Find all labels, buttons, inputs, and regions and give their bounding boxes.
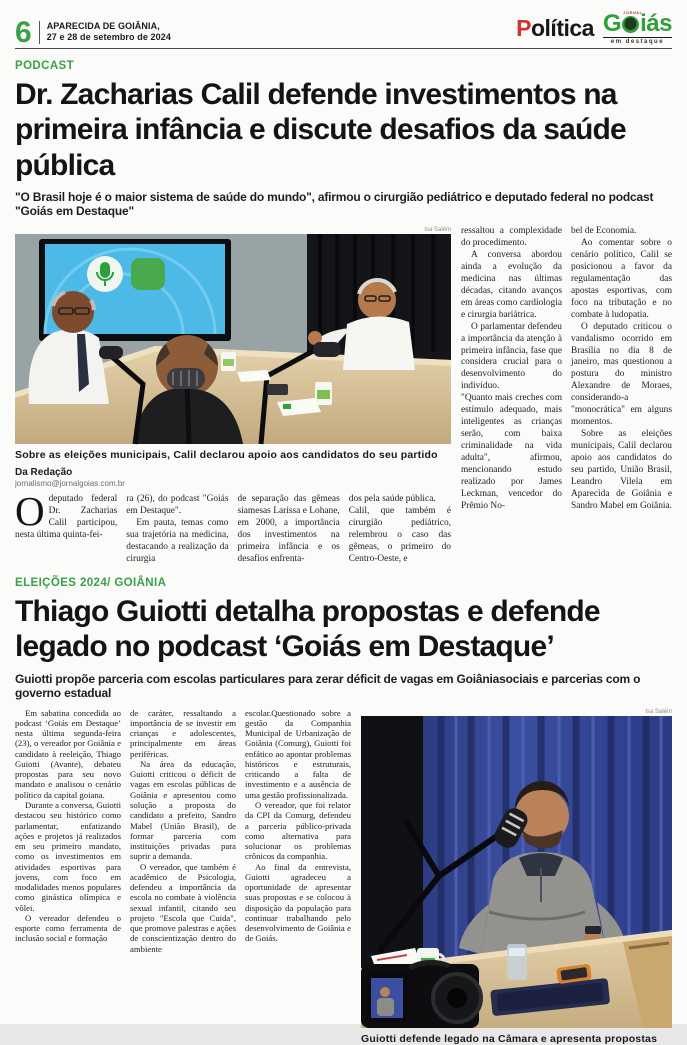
- article2-subhead: Guiotti propõe parceria com escolas particulares para zerar déficit de vagas em Goiâniasociais e parcerias com o governo estadual: [15, 671, 641, 700]
- article1-column-6: bel de Economia. Ao comentar sobre o cenário político, Calil se posicionou a favor da regulamentação das apostas esportivas, com foco na tributação e no combate à ludopatia. O deputado criticou o vandalismo ocorrido em Brasília no dia 8 de janeiro, mas questionou a postura do ministro Alexandre de Moraes, considerando-a "monocrática" em alguns momentos. Sobre as eleições municipais, Calil declarou apoio aos candidatos do seu partido, União Brasil, Leandro Vilela em Aparecida de Goiânia e Sandro Mabel em Goiânia.: [571, 226, 673, 511]
- article1-right-columns: [461, 226, 672, 566]
- article2-photo-block: [361, 708, 672, 1045]
- camera: [361, 962, 481, 1028]
- article1-column-4: dos pela saúde pública. Calil, que também é cirurgião pediátrico, relembrou o caso das gêmeas, o primeiro do Centro-Oeste, e: [348, 494, 451, 564]
- article1-photo-block: [15, 226, 451, 566]
- byline-email: jornalismo@jornalgoias.com.br: [15, 479, 125, 489]
- brand-badge-icon: [622, 16, 639, 33]
- kicker-podcast: PODCAST: [15, 60, 75, 72]
- brand-part1: G: [602, 10, 622, 37]
- edition-info: [39, 21, 171, 44]
- masthead: [15, 0, 672, 49]
- mic-icon: [100, 262, 110, 278]
- byline-name: Da Redação: [15, 467, 73, 479]
- article-guiotti: [15, 577, 672, 1045]
- section-title: Política: [516, 15, 594, 41]
- brand: [516, 9, 672, 45]
- article-calil: [15, 60, 672, 566]
- article2-photo: [361, 716, 672, 1028]
- guiotti-studio-illustration: [361, 716, 672, 1028]
- brand-wordmark: [602, 9, 672, 37]
- article2-photo-caption: Guiotti defende legado na Câmara e apresenta propostas: [361, 1032, 658, 1045]
- article1-column-3: de separação das gêmeas siamesas Larissa e Lohane, em 2000, a importância dos investimentos na primeira infância e os desafios enfrenta-: [237, 494, 340, 564]
- article2-column-2: de caráter, ressaltando a importância de se investir em crianças e adolescentes, principalmente em áreas periféricas. Na área da educação, Guiotti criticou o déficit de vagas em escolas públicas de Goiânia e apresentou como solução a proposta do candidato a prefeito, Sandro Mabel (União Brasil), de formar parceria com instituições privadas para suprir a demanda. O vereador, que também é acadêmico de Psicologia, defendeu a importância da escola no combate à violência sexual infantil, citando seu projeto "Escola que Cuida", que promove palestras e ações de conscientização dentro do ambiente: [130, 707, 236, 954]
- article1-photo: [15, 234, 451, 444]
- byline-block: [15, 467, 451, 488]
- article2-column-1: Em sabatina concedida ao podcast ‘Goiás em Destaque’ nesta última segunda-feira (23), o vereador por Goiânia e candidato à reeleição, Thiago Guiotti (Avante), debateu propostas para seu novo mandato e analisou o cenário político da capital goiana. Durante a conversa, Guiotti destacou seu histórico como parlamentar, enfatizando ações e projetos já realizados em seu primeiro mandato, como os investimentos em atividades esportivas para jovens, com foco em modalidades menos populares como ginástica olímpica e vôlei. O vereador defendeu o esporte como ferramenta de inclusão social e formação: [15, 707, 122, 944]
- article1-subhead: "O Brasil hoje é o maior sistema de saúde do mundo", afirmou o cirurgião pediátrico e deputado federal no podcast "Goiás em Destaque": [15, 190, 654, 219]
- brand-tagline: em destaque: [603, 37, 672, 45]
- article1-column-2: ra (26), do podcast "Goiás em Destaque". Em pauta, temas como sua trajetória na medicina, destacando a realização da cirurgia: [126, 494, 229, 564]
- brand-logo: [602, 9, 672, 45]
- brand-badge-label: JORNAL: [623, 9, 643, 15]
- article1-photo-credit: Isa Salém: [424, 227, 451, 234]
- article2-column-3: escolar.Questionado sobre a gestão da Companhia Municipal de Urbanização de Goiânia (Comurg), Guiotti foi enfático ao apontar problemas históricos e estruturais, criticando a falta de investimento e a ausência de uma gestão profissionalizada. O vereador, que foi relator da CPI da Comurg, defendeu a parceria público-privada como alternativa para solucionar os problemas crônicos da companhia. Ao final da entrevista, Guiotti agradeceu a oportunidade de apresentar suas propostas e se colocou à disposição da população para continuar trabalhando pelo desenvolvimento de Goiânia e de Goiás.: [245, 707, 351, 944]
- article1-bottom-columns: [15, 488, 451, 566]
- edition-date: 27 e 28 de setembro de 2024: [46, 32, 171, 43]
- brand-part2: iás: [640, 10, 672, 37]
- article2-columns: [15, 708, 351, 1045]
- edition-block: [15, 15, 171, 49]
- page-number: 6: [15, 15, 32, 49]
- drop-cap: O: [15, 488, 45, 535]
- podcast-studio-illustration: [15, 234, 451, 444]
- article2-photo-credit: Isa Salém: [645, 708, 672, 715]
- article1-headline: Dr. Zacharias Calil defende investimentos na primeira infância e discute desafios da saúde pública: [15, 78, 626, 182]
- article1-column-1: Odeputado federal Dr. Zacharias Calil participou, nesta última quinta-fei-: [15, 488, 118, 540]
- kicker-eleicoes: ELEIÇÕES 2024/ GOIÂNIA: [15, 576, 167, 589]
- article2-headline: Thiago Guiotti detalha propostas e defende legado no podcast ‘Goiás em Destaque’: [15, 594, 600, 664]
- edition-city: APARECIDA DE GOIÂNIA,: [46, 21, 160, 31]
- article1-column-5: ressaltou a complexidade do procedimento. A conversa abordou ainda a evolução da medicina nas últimas décadas, citando avanços em áreas como cardiologia e cirurgia bariátrica. O parlamentar defendeu a importância da atenção à primeira infância, fase que considera crucial para o desenvolvimento do indivíduo. "Quanto mais creches com estímulo adequado, mais inteligentes as crianças serão, com baixa criminalidade na vida adulta", afirmou, mencionando estudo realizado por James Leckman, vencedor do Prêmio No-: [461, 226, 562, 511]
- article1-photo-caption: Sobre as eleições municipais, Calil declarou apoio aos candidatos do seu partido: [15, 449, 438, 462]
